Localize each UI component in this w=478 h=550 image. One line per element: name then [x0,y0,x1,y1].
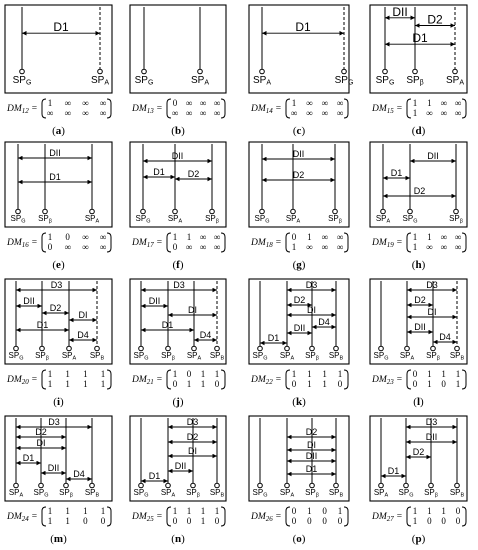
dimension-label: D3 [186,417,199,427]
matrix-cell: 1 [200,516,206,526]
rod-label: SPG [10,214,26,225]
rod-label: SPβ [449,214,463,225]
rod-label: SPβ [59,488,73,499]
dimension-label: D4 [77,330,89,340]
panel-g [249,142,349,271]
matrix-cell: ∞ [213,232,221,242]
dimension-label: DII [425,432,438,442]
panel-m [5,416,112,545]
matrix-cell: ∞ [99,232,107,242]
dimension-label: D2 [413,186,426,196]
panel-j [130,279,226,408]
rod-label: SPG [134,75,154,87]
panel-h [370,142,467,271]
rod-pin-icon [260,69,265,74]
matrix-cell: 1 [47,516,53,526]
dimension-label: D2 [414,295,426,305]
matrix-cell: 0 [291,232,297,242]
matrix-name: $DM_{16}$ = [7,238,38,249]
matrix-cell: 0 [307,516,312,526]
matrix-cell: ∞ [82,98,89,108]
rod-label: SPβ [328,214,342,225]
matrix-cell: 1 [412,108,418,118]
matrix-name: $DM_{13}$ = [132,104,163,115]
matrix-cell: ∞ [64,98,71,108]
matrix-cell: 1 [172,232,178,242]
rod-label: SPG [135,214,151,225]
dimension-label: DII [171,151,184,161]
dimension-label: DI [188,446,197,456]
matrix-cell: ∞ [454,98,462,108]
matrix-cell: ∞ [306,98,313,108]
matrix-cell: ∞ [290,108,298,118]
matrix-cell: 0 [337,379,343,389]
rod-label: SPB [209,488,225,499]
matrix-cell: ∞ [171,108,179,118]
matrix-cell: 1 [65,369,70,379]
dimension-label: DII [305,451,318,461]
matrix-cell: ∞ [199,108,207,118]
panel-b [130,5,226,137]
matrix-cell: ∞ [199,232,207,242]
dimension-label: D2 [305,427,318,437]
rod-label: SPG [252,488,268,499]
panel-caption: (g) [292,259,306,271]
matrix-cell: 1 [291,98,297,108]
panel-caption: (a) [52,125,65,137]
matrix-name: $DM_{17}$ = [132,238,163,249]
matrix-cell: 0 [322,506,327,516]
dimension-label: D3 [173,280,185,290]
dimension-label: D4 [73,469,85,479]
dimension-label: DII [392,4,408,19]
dimension-label: D3 [50,280,63,290]
rod-label: SPβ [186,488,200,499]
rod-label: SPB [449,488,465,499]
matrix-cell: 1 [83,379,88,389]
panel-caption: (p) [411,533,426,545]
matrix-cell: 1 [172,369,178,379]
dimension-label: D1 [390,168,403,178]
rod-label: SPA [160,488,176,499]
rod-label: SPG [402,214,418,225]
matrix-cell: 1 [186,232,192,242]
matrix-cell: 1 [291,369,297,379]
matrix-name: $DM_{20}$ = [7,375,38,386]
matrix-cell: ∞ [306,242,313,252]
dimension-label: DII [49,148,61,158]
matrix-cell: 0 [172,516,178,526]
panel-caption: (b) [171,125,185,137]
rod-pin-icon [342,69,347,74]
matrix-cell: 0 [441,379,446,389]
dimension-label: D3 [48,417,60,427]
matrix-cell: 1 [47,506,53,516]
panel-caption: (c) [292,125,306,137]
rod-label: SPA [84,214,100,225]
rod-pin-icon [413,69,418,74]
matrix-cell: 1 [83,369,88,379]
dimension-label: D1 [53,20,69,35]
rod-label: SPA [279,351,295,362]
matrix-cell: ∞ [440,98,447,108]
matrix-cell: ∞ [336,232,344,242]
dimension-label: DII [293,323,306,333]
matrix-name: $DM_{21}$ = [132,375,163,386]
dimension-label: D1 [412,31,428,46]
panel-f [130,142,226,271]
matrix-cell: ∞ [336,242,344,252]
matrix-cell: 1 [291,242,297,252]
rod-label: SPG [133,351,149,362]
dimension-label: DI [307,440,316,450]
dimension-label: D2 [412,447,425,457]
rod-label: SPβ [161,351,175,362]
dimension-label: DII [47,463,60,473]
rod-label: SPA [186,351,202,362]
dimension-label: D1 [305,464,318,474]
matrix-cell: 0 [214,516,220,526]
matrix-cell: ∞ [99,108,107,118]
rod-label: SPG [375,75,395,87]
matrix-cell: ∞ [213,108,221,118]
panel-a [5,5,112,137]
matrix-cell: ∞ [440,242,447,252]
matrix-cell: 0 [47,242,53,252]
matrix-cell: ∞ [82,232,89,242]
matrix-cell: 1 [307,369,312,379]
matrix-cell: 1 [186,379,192,389]
rod-label: SPβ [35,351,49,362]
rod-label: SPA [252,75,272,87]
dimension-label: D3 [305,280,318,290]
matrix-cell: 0 [172,242,178,252]
matrix-cell: 1 [214,506,220,516]
panel-caption: (f) [172,259,184,271]
matrix-cell: 1 [65,379,70,389]
panel-c [249,5,353,137]
matrix-cell: 1 [200,506,206,516]
rod-label: SPB [328,351,344,362]
matrix-cell: 1 [65,516,70,526]
matrix-cell: 1 [441,506,446,516]
matrix-cell: ∞ [199,98,207,108]
matrix-cell: ∞ [199,242,207,252]
dimension-label: DII [148,296,161,306]
dimension-label: D3 [426,280,438,290]
matrix-cell: ∞ [321,242,328,252]
matrix-name: $DM_{15}$ = [372,104,403,115]
dimension-label: DI [188,305,197,315]
matrix-cell: 1 [412,232,418,242]
matrix-cell: ∞ [321,108,328,118]
panel-caption: (k) [292,396,306,408]
panel-caption: (h) [411,259,426,271]
rod-label: SPA [445,75,465,87]
matrix-cell: 1 [100,369,106,379]
matrix-cell: 1 [412,506,418,516]
rod-label: SPβ [205,214,219,225]
dimension-label: D4 [318,317,330,327]
matrix-cell: ∞ [64,108,71,118]
matrix-cell: ∞ [213,98,221,108]
matrix-name: $DM_{25}$ = [132,512,163,523]
matrix-cell: ∞ [185,108,193,118]
rod-label: SPA [279,488,295,499]
rod-label: SPG [398,488,414,499]
dimension-label: D1 [36,320,49,330]
dimension-label: DII [292,149,305,159]
dimension-label: D1 [22,453,35,463]
panel-caption: (j) [172,396,184,408]
panel-caption: (i) [53,396,64,408]
rod-label: SPG [33,488,49,499]
matrix-cell: 1 [47,98,53,108]
rod-pin-icon [98,69,103,74]
matrix-cell: 1 [100,506,106,516]
dimension-label: D3 [425,417,438,427]
rod-label: SPA [167,214,183,225]
matrix-cell: 0 [100,516,106,526]
panel-e [5,142,112,271]
rod-label: SPβ [38,214,52,225]
matrix-cell: 1 [412,98,418,108]
matrix-cell: 0 [455,506,461,516]
matrix-cell: ∞ [454,232,462,242]
matrix-cell: ∞ [336,98,344,108]
rod-label: SPG [254,214,270,225]
dimension-label: DI [427,307,437,317]
dimension-label: D1 [148,471,161,481]
matrix-cell: 1 [455,369,461,379]
dimension-label: D1 [387,466,400,476]
panel-k [249,279,349,408]
rod-pin-icon [453,69,458,74]
matrix-cell: 0 [412,369,418,379]
panel-caption: (d) [411,125,426,137]
matrix-cell: 1 [214,369,220,379]
matrix-cell: 0 [412,379,418,389]
rod-pin-icon [20,69,25,74]
rod-label: SPA [375,214,391,225]
dimension-label: D1 [49,172,61,182]
panel-d [370,5,467,137]
rod-label: SPB [209,351,225,362]
matrix-cell: ∞ [336,108,344,118]
rod-label: SPA [90,75,110,87]
panel-n [130,416,226,545]
matrix-cell: ∞ [99,242,107,252]
rod-label: SPβ [305,351,319,362]
rod-label: SPβ [424,488,438,499]
matrix-cell: 1 [427,379,432,389]
matrix-name: $DM_{14}$ = [251,104,282,115]
matrix-cell: 1 [307,506,312,516]
matrix-cell: ∞ [321,98,328,108]
rod-label: SPB [449,351,465,362]
matrix-cell: 0 [214,379,220,389]
matrix-cell: 0 [427,516,432,526]
dimension-label: D1 [161,320,174,330]
matrix-cell: 1 [47,369,53,379]
matrix-cell: 0 [172,98,178,108]
dimension-label: D2 [49,303,62,313]
dimension-label: D2 [293,295,306,305]
matrix-cell: 1 [47,379,53,389]
panel-p [370,416,467,545]
panel-l [370,279,467,408]
matrix-cell: 1 [337,506,343,516]
matrix-cell: ∞ [213,242,221,252]
matrix-cell: 0 [186,369,192,379]
dimension-label: D2 [292,170,305,180]
matrix-name: $DM_{23}$ = [372,375,403,386]
matrix-cell: 1 [65,506,70,516]
matrix-cell: 1 [47,232,53,242]
matrix-cell: 1 [427,232,432,242]
rod-label: SPG [252,351,268,362]
panel-i [5,279,112,408]
matrix-cell: 0 [291,516,297,526]
rod-label: SPβ [426,351,440,362]
matrix-cell: 1 [322,379,327,389]
matrix-cell: 0 [455,516,461,526]
matrix-cell: 1 [337,369,343,379]
matrix-cell: ∞ [321,232,328,242]
matrix-cell: 1 [200,369,206,379]
dimension-label: D1 [295,20,311,35]
matrix-cell: 1 [100,379,106,389]
rod-label: SPG [133,488,149,499]
matrix-cell: 1 [455,379,461,389]
matrix-name: $DM_{27}$ = [372,512,403,523]
matrix-name: $DM_{12}$ = [7,104,38,115]
matrix-cell: 1 [427,98,432,108]
panel-caption: (l) [413,396,424,408]
rod-label: SPβ [305,488,319,499]
rod-label: SPA [8,488,24,499]
matrix-name: $DM_{19}$ = [372,238,403,249]
matrix-cell: 0 [291,379,297,389]
matrix-cell: 0 [291,506,297,516]
matrix-cell: 1 [427,369,432,379]
rod-label: SPA [373,488,389,499]
rod-label: SPA [190,75,210,87]
matrix-cell: ∞ [440,108,447,118]
matrix-cell: 1 [307,379,312,389]
matrix-cell: 0 [337,516,343,526]
matrix-cell: ∞ [64,242,71,252]
rod-pin-icon [198,69,203,74]
dimension-label: D2 [187,169,200,179]
dimension-label: DII [414,322,426,332]
matrix-cell: ∞ [82,108,89,118]
rod-label: SPG [8,351,24,362]
matrix-cell: ∞ [99,98,107,108]
dimension-label: D2 [427,12,443,27]
matrix-cell: 1 [83,506,88,516]
panel-caption: (m) [50,533,67,545]
matrix-cell: 1 [412,242,418,252]
rod-label: SPβ [406,75,424,87]
matrix-cell: ∞ [454,108,462,118]
matrix-cell: 1 [322,369,327,379]
rod-label: SPB [84,488,100,499]
dimension-label: DI [307,305,316,315]
dimension-label: D4 [439,332,451,342]
matrix-cell: ∞ [454,242,462,252]
panel-caption: (e) [52,259,65,271]
matrix-cell: ∞ [82,242,89,252]
dimension-label: D2 [186,432,199,442]
matrix-cell: ∞ [426,242,433,252]
dimension-label: D4 [199,330,212,340]
matrix-cell: ∞ [426,108,433,118]
matrix-cell: 1 [427,506,432,516]
rod-pin-icon [142,69,147,74]
rod-label: SPG [12,75,32,87]
rod-label: SPA [61,351,77,362]
matrix-cell: 1 [200,379,206,389]
matrix-cell: ∞ [185,98,193,108]
matrix-cell: 0 [83,516,88,526]
matrix-cell: ∞ [440,232,447,242]
panel-caption: (o) [292,533,306,545]
dimension-label: DII [23,296,35,306]
matrix-cell: 0 [186,516,192,526]
dimension-label: D2 [35,427,47,437]
matrix-name: $DM_{18}$ = [251,238,282,249]
rod-label: SPG [334,75,354,87]
matrix-cell: 1 [307,232,312,242]
rod-label: SPB [89,351,105,362]
matrix-cell: 0 [322,516,327,526]
matrix-name: $DM_{22}$ = [251,375,282,386]
matrix-cell: ∞ [185,242,193,252]
matrix-cell: 1 [186,506,192,516]
matrix-name: $DM_{26}$ = [251,512,282,523]
matrix-cell: 1 [441,369,446,379]
dimension-label: DI [78,310,88,320]
rod-label: SPA [285,214,301,225]
matrix-cell: 0 [65,232,70,242]
matrix-cell: 0 [441,516,446,526]
rod-label: SPG [373,351,389,362]
matrix-cell: 0 [172,379,178,389]
matrix-cell: ∞ [46,108,54,118]
rod-pin-icon [383,69,388,74]
dimension-label: D1 [267,333,280,343]
dimension-label: DII [427,151,439,161]
panel-o [249,416,349,545]
matrix-cell: 1 [412,516,418,526]
matrix-cell: 1 [172,506,178,516]
dimension-label: DII [174,461,187,471]
panel-caption: (n) [171,533,185,545]
dimension-label: DI [36,438,46,448]
matrix-name: $DM_{24}$ = [7,512,38,523]
matrix-cell: ∞ [306,108,313,118]
rod-label: SPA [399,351,415,362]
dimension-label: D1 [153,167,165,177]
rod-label: SPB [328,488,344,499]
